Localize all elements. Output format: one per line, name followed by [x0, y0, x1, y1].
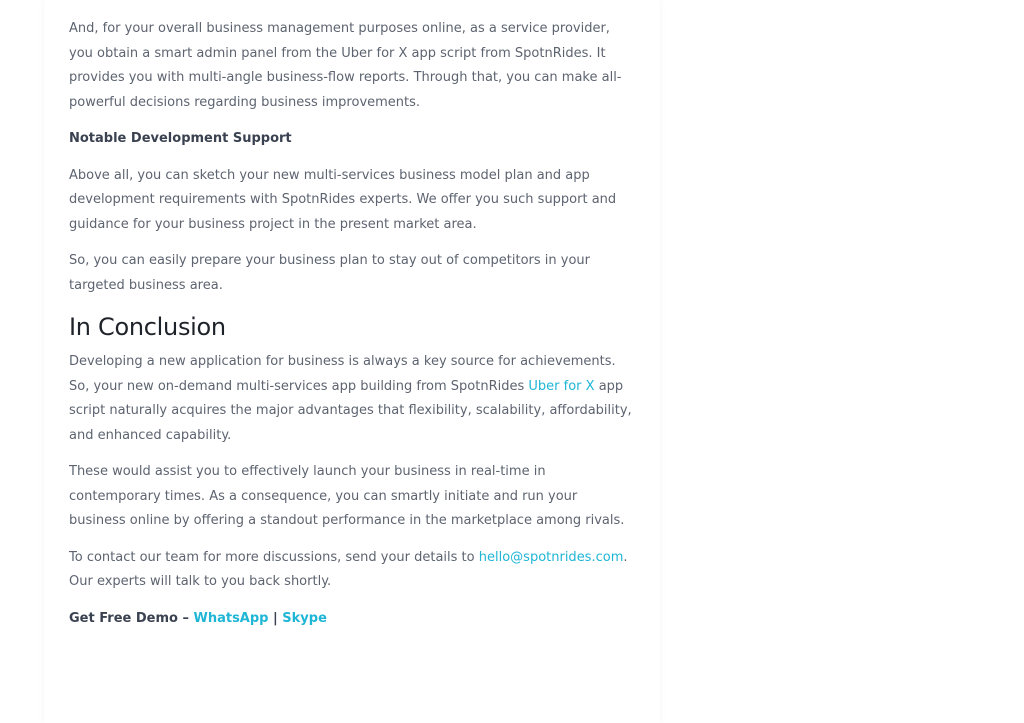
demo-cta — [69, 607, 637, 632]
email-link[interactable]: hello@spotnrides.com — [478, 549, 624, 565]
contact-text: To contact our team for more discussions, send your details to — [69, 549, 479, 565]
paragraph-sketch-plan: Above all, you can sketch your new multi-services business model plan and app development requirements with SpotnRides experts. We offer you such support and guidance for your business project in the present market area. — [69, 167, 617, 232]
subheading-development-support: Notable Development Support — [69, 131, 292, 146]
cta-separator: | — [268, 610, 283, 626]
demo-cta-label: Get Free Demo – — [69, 610, 194, 626]
paragraph-business-plan: So, you can easily prepare your business plan to stay out of competitors in your targeted business area. — [69, 253, 591, 293]
conclusion-heading: In Conclusion — [69, 313, 226, 341]
contact-text-end: . Our experts will talk to you back shortly. — [69, 549, 628, 589]
paragraph-contact — [69, 546, 637, 595]
whatsapp-link[interactable]: WhatsApp — [193, 610, 269, 626]
uber-for-x-link[interactable]: Uber for X — [528, 378, 595, 394]
article-content — [69, 17, 637, 643]
paragraph-launch-business: These would assist you to effectively launch your business in real-time in contemporary times. As a consequence, you can smartly initiate and run your business online by offering a standout performance in the marketplace among rivals. — [69, 464, 625, 528]
conclusion-intro-text-end: app script naturally acquires the major advantages that flexibility, scalability, affordability, and enhanced capability. — [69, 378, 632, 443]
skype-link[interactable]: Skype — [282, 610, 327, 626]
paragraph-conclusion-intro — [69, 350, 637, 448]
paragraph-admin-panel: And, for your overall business management purposes online, as a service provider, you obtain a smart admin panel from the Uber for X app script from SpotnRides. It provides you with multi-angle business-flow reports. Through that, you can make all-powerful decisions regarding business improvements. — [69, 21, 622, 110]
conclusion-intro-text: Developing a new application for business is always a key source for achievements. So, your new on-demand multi-services app building from SpotnRides — [69, 354, 616, 394]
